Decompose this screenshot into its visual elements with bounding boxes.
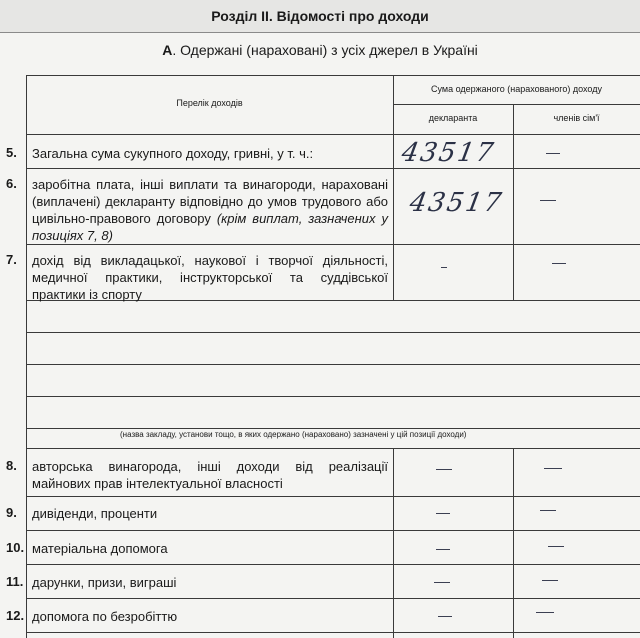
row-label: дивіденди, проценти [32, 506, 158, 521]
row-number: 11. [6, 574, 24, 589]
row-number: 12. [6, 608, 25, 623]
family-header: членів сім'ї [553, 113, 600, 123]
grid-line [26, 244, 640, 245]
declarant-dash [436, 513, 450, 514]
family-dash [544, 468, 562, 469]
declarant-dash [438, 616, 452, 617]
grid-line [26, 564, 640, 565]
row-label-italic: (крім виплат, зазначених у позиціях 7, 8) [32, 211, 388, 243]
row-number: 6. [6, 176, 17, 191]
subtitle-letter: А [162, 42, 173, 58]
family-dash [542, 580, 558, 581]
grid-line [26, 530, 640, 531]
list-header: Перелік доходів [176, 98, 243, 108]
family-dash [548, 546, 564, 547]
declarant-dash [436, 469, 452, 470]
row-label: авторська винагорода, інші доходи від реалізації майнових прав інтелектуальної власності [32, 459, 388, 491]
row-number: 9. [6, 505, 17, 520]
grid-line [26, 428, 640, 429]
grid-line [26, 598, 640, 599]
row-number: 5. [6, 145, 17, 160]
grid-line [513, 104, 514, 300]
family-dash [552, 263, 566, 264]
grid-line [26, 75, 640, 76]
declarant-header: декларанта [428, 113, 478, 123]
section-title: Розділ ІІ. Відомості про доходи [211, 8, 429, 24]
row-label: матеріальна допомога [32, 541, 168, 556]
family-dash [540, 510, 556, 511]
row-number: 10. [6, 540, 25, 555]
declarant-dash [434, 582, 450, 583]
grid-line [26, 168, 640, 169]
family-dash [536, 612, 554, 613]
grid-line [26, 448, 640, 449]
grid-line [26, 496, 640, 497]
declarant-dash [441, 267, 447, 268]
row-label: Загальна сума сукупного доходу, гривні, у т. ч.: [32, 146, 314, 161]
grid-line [393, 75, 394, 300]
grid-line [26, 632, 640, 633]
row-label [32, 176, 388, 244]
grid-line [393, 104, 640, 105]
grid-line [26, 364, 640, 365]
grid-line [26, 75, 27, 638]
row-label: допомога по безробіттю [32, 609, 178, 624]
declarant-amount: 43517 [407, 188, 506, 218]
row-label: дарунки, призи, виграші [32, 575, 177, 590]
row-label: дохід від викладацької, наукової і творчої діяльності, медичної практики, інструкторської та суддівської практики із спорту [32, 253, 388, 302]
grid-line [513, 448, 514, 638]
declarant-dash [436, 549, 450, 550]
grid-line [26, 396, 640, 397]
institution-note: (назва закладу, установи тощо, в яких одержано (нараховано) зазначені у цій позиції доходи) [120, 430, 467, 439]
section-subtitle [0, 42, 640, 58]
grid-line [26, 332, 640, 333]
amount-header: Сума одержаного (нарахованого) доходу [430, 84, 602, 94]
grid-line [26, 134, 640, 135]
grid-line [393, 448, 394, 638]
family-dash [540, 200, 556, 201]
subtitle-text: . Одержані (нараховані) з усіх джерел в Україні [172, 42, 478, 58]
family-dash [546, 153, 560, 154]
row-label-text: заробітна плата, інші виплати та винагороди, нараховані (виплачені) декларанту відповідно до умов трудового або цивільно-правового договору [32, 177, 388, 226]
row-number: 8. [6, 458, 17, 473]
declarant-amount: 43517 [399, 138, 498, 168]
row-number: 7. [6, 252, 17, 267]
